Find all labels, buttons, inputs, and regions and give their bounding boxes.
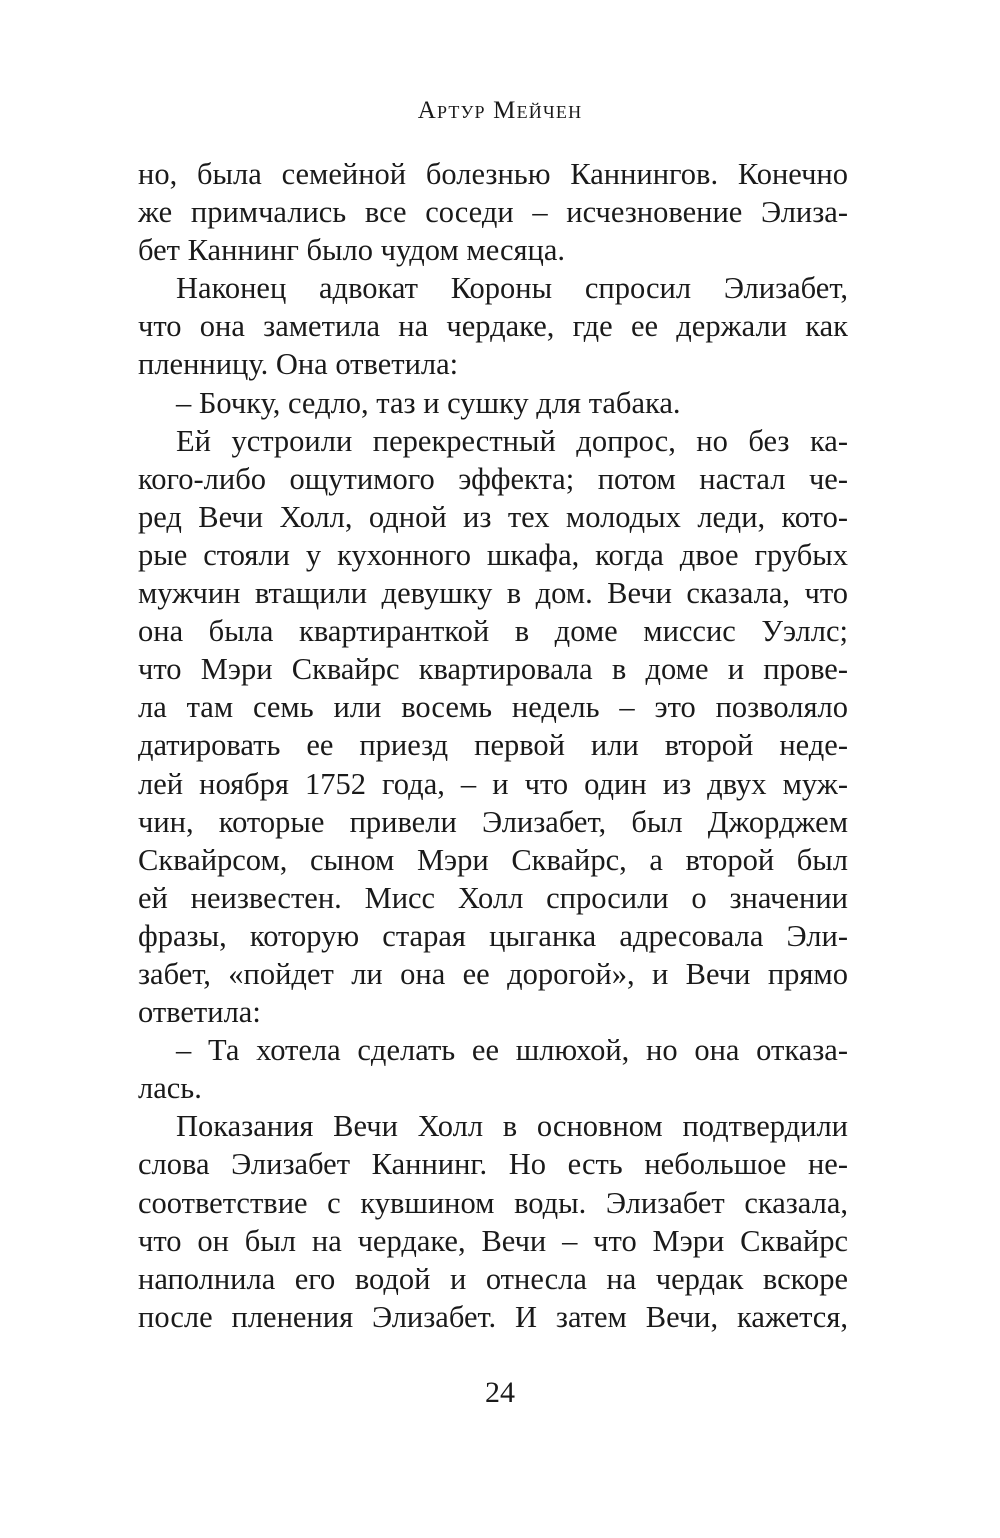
body-text <box>138 155 848 1336</box>
text-line: соответствие с кувшином воды. Элизабет сказала, <box>138 1185 848 1220</box>
text-line: забет, «пойдет ли она ее дорогой», и Вечи прямо <box>138 956 848 991</box>
text-line: ред Вечи Холл, одной из тех молодых леди, кото- <box>138 499 848 534</box>
text-line: чин, которые привели Элизабет, был Джорджем <box>138 804 848 839</box>
text-line: но, была семейной болезнью Каннингов. Конечно <box>138 157 848 191</box>
text-line: наполнила его водой и отнесла на чердак вскоре <box>138 1261 848 1296</box>
text-line: мужчин втащили девушку в дом. Вечи сказала, что <box>138 576 848 611</box>
text-line: что он был на чердаке, Вечи – что Мэри Сквайрс <box>138 1223 848 1258</box>
text-line: после пленения Элизабет. И затем Вечи, кажется, <box>138 1299 848 1334</box>
text-line: – Та хотела сделать ее шлюхой, но она отказа- <box>176 1033 848 1068</box>
text-line: ответила: <box>138 995 261 1030</box>
page-number: 24 <box>485 1376 515 1409</box>
text-line: ей неизвестен. Мисс Холл спросили о значении <box>138 880 848 915</box>
text-line: – Бочку, седло, таз и сушку для табака. <box>176 385 681 420</box>
text-line: рые стояли у кухонного шкафа, когда двое грубых <box>138 537 848 572</box>
text-line: лась. <box>138 1071 202 1106</box>
text-line: Ей устроили перекрестный допрос, но без ка- <box>176 423 848 458</box>
text-line: бет Каннинг было чудом месяца. <box>138 233 566 268</box>
text-line: Показания Вечи Холл в основном подтвердили <box>176 1109 848 1144</box>
text-line: же примчались все соседи – исчезновение Элиза- <box>138 195 848 230</box>
text-line: фразы, которую старая цыганка адресовала Эли- <box>138 918 848 953</box>
text-line: что Мэри Сквайрс квартировала в доме и прове- <box>138 652 848 687</box>
running-head: Артур Мейчен <box>417 97 583 124</box>
text-line: слова Элизабет Каннинг. Но есть небольшое не- <box>138 1147 848 1182</box>
text-line: лей ноября 1752 года, – и что один из двух муж- <box>138 766 848 801</box>
text-line: Сквайрсом, сыном Мэри Сквайрс, а второй был <box>138 842 848 877</box>
text-line: кого-либо ощутимого эффекта; потом настал че- <box>138 461 848 496</box>
text-line: пленницу. Она ответила: <box>138 347 459 382</box>
text-line: что она заметила на чердаке, где ее держали как <box>138 309 848 344</box>
text-line: датировать ее приезд первой или второй неде- <box>138 728 848 763</box>
text-line: Наконец адвокат Короны спросил Элизабет, <box>176 271 848 306</box>
text-line: ла там семь или восемь недель – это позволяло <box>138 690 848 725</box>
text-line: она была квартиранткой в доме миссис Уэллс; <box>138 614 848 649</box>
